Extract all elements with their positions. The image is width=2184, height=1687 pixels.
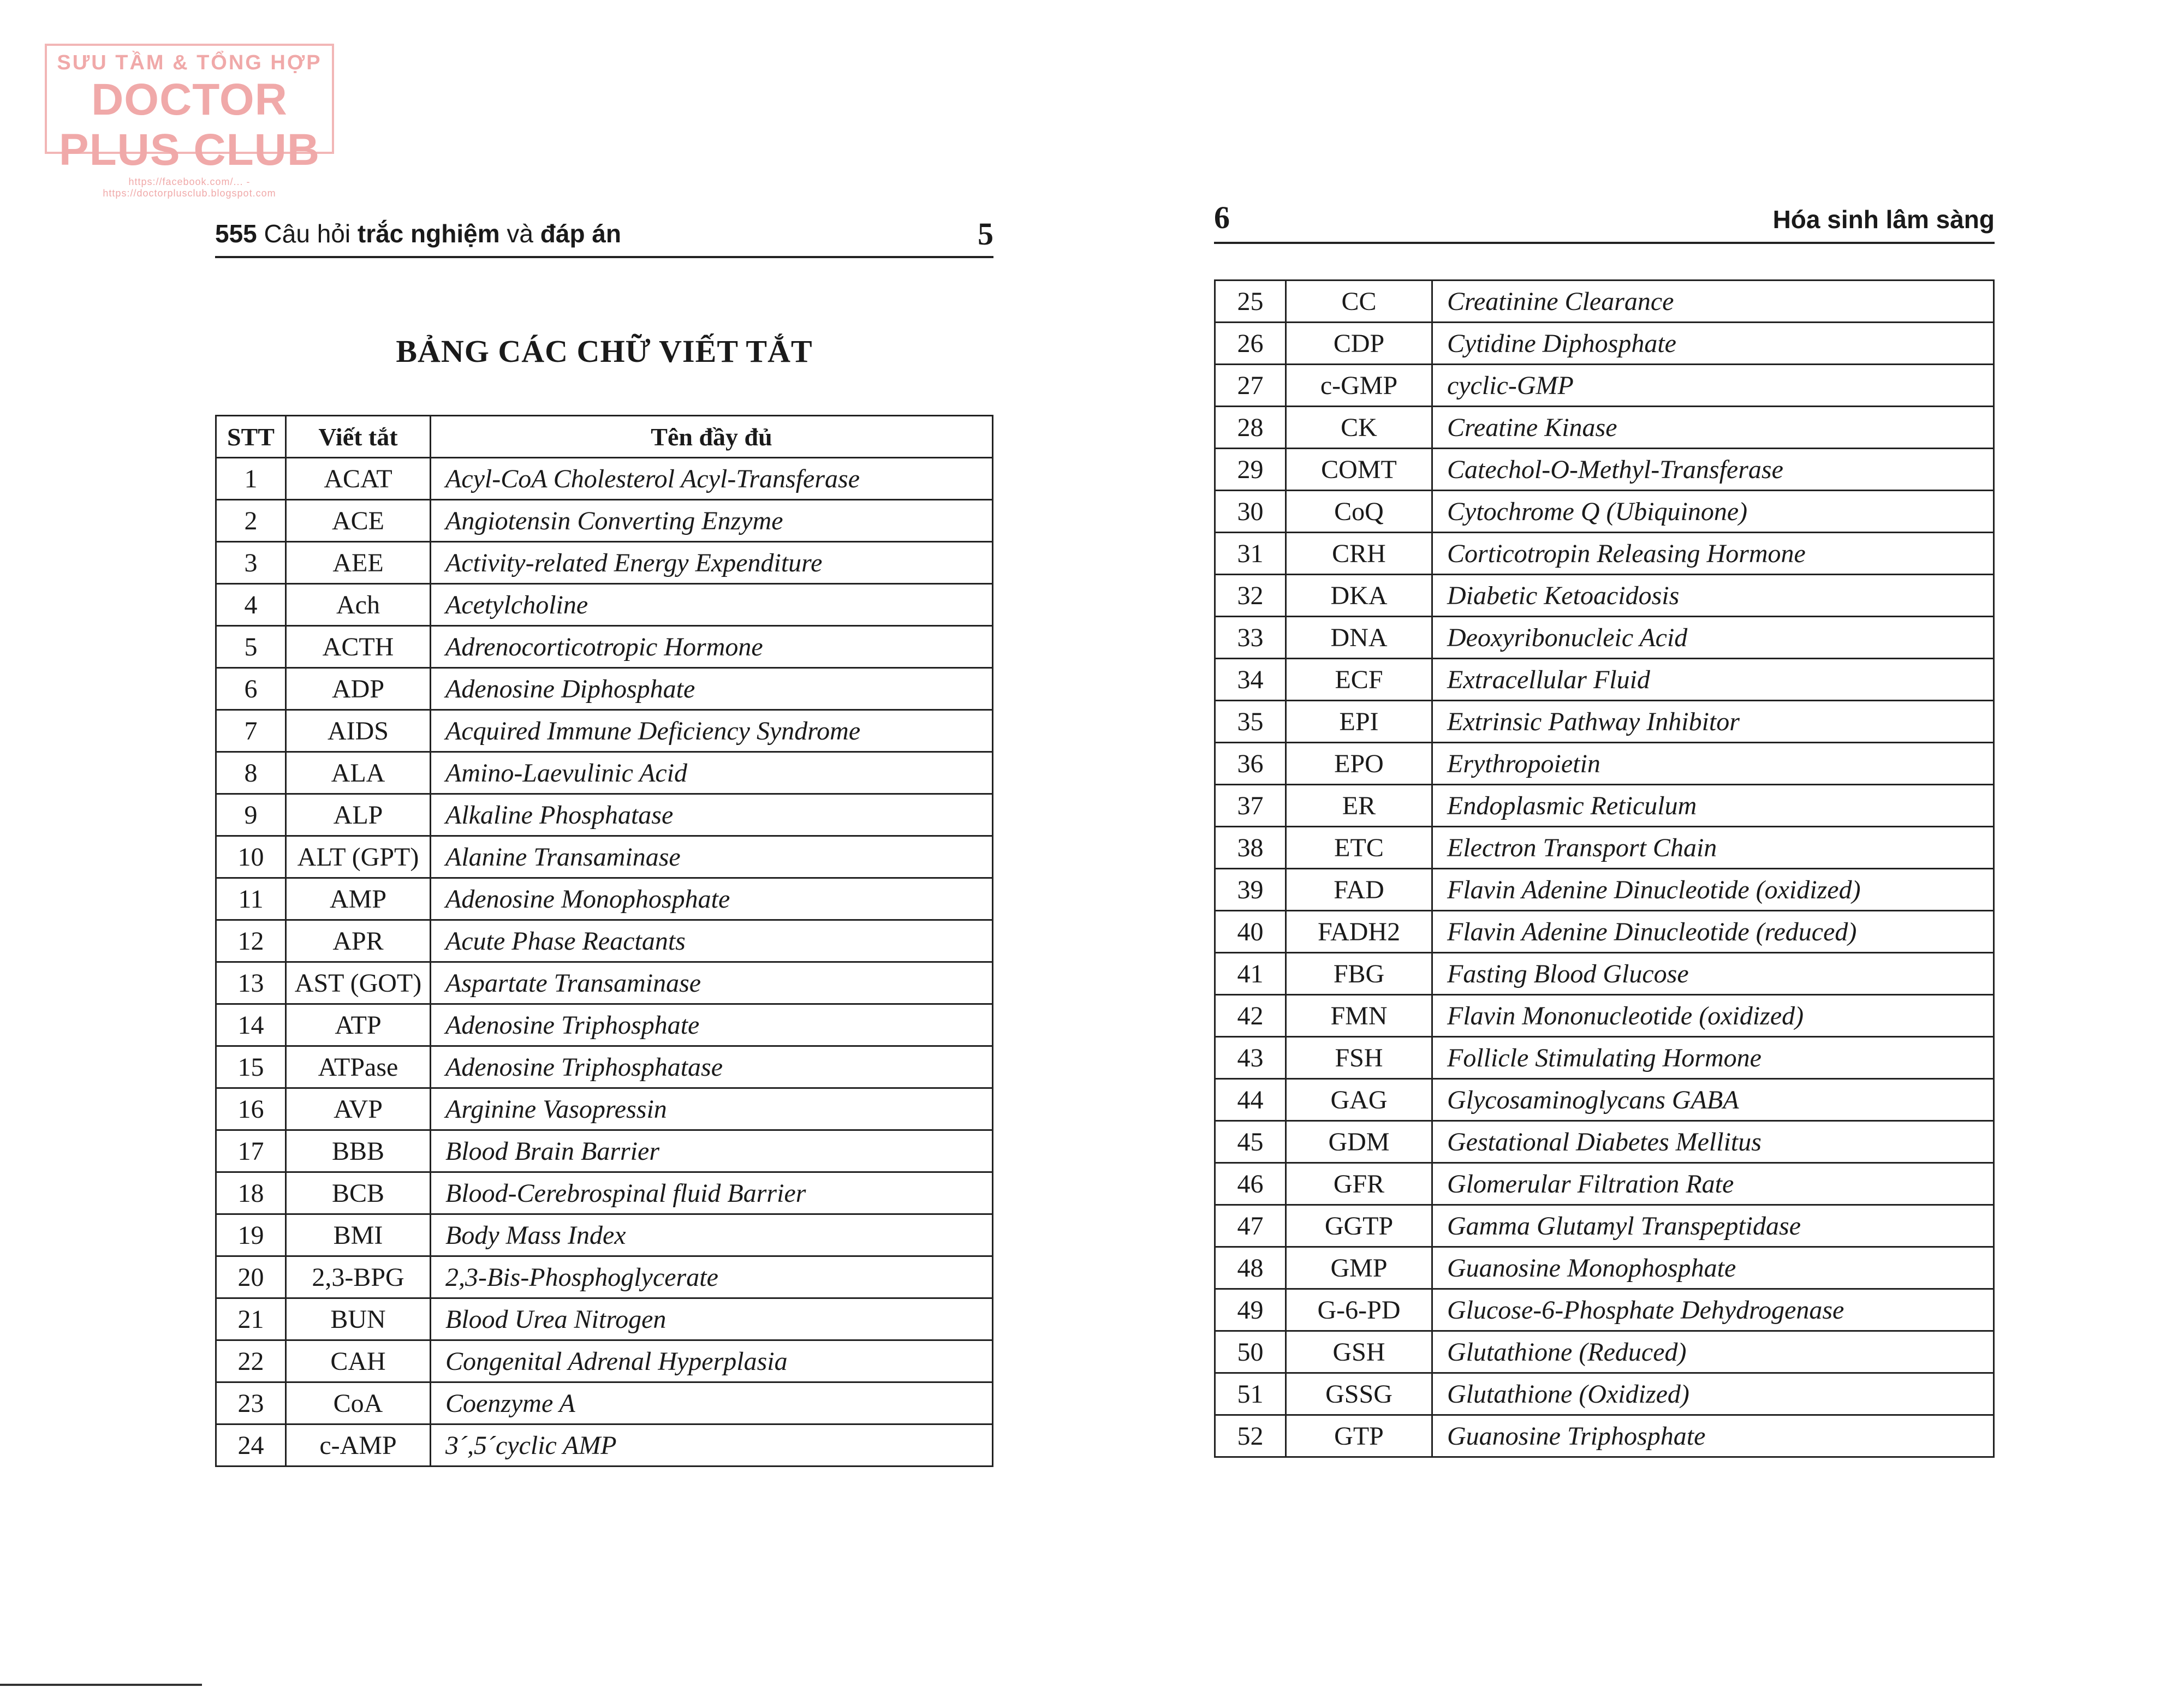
abbreviation-cell: CRH bbox=[1286, 533, 1432, 575]
table-row bbox=[216, 878, 993, 920]
full-name-cell: Flavin Adenine Dinucleotide (reduced) bbox=[1432, 911, 1994, 953]
table-row bbox=[1215, 1163, 1994, 1205]
full-name-cell: cyclic-GMP bbox=[1432, 365, 1994, 407]
table-row bbox=[1215, 785, 1994, 827]
full-name-cell: Adrenocorticotropic Hormone bbox=[431, 626, 993, 668]
full-name-cell: Arginine Vasopressin bbox=[431, 1088, 993, 1130]
left-page-number: 5 bbox=[978, 216, 993, 252]
table-row bbox=[1215, 365, 1994, 407]
abbreviation-cell: EPO bbox=[1286, 743, 1432, 785]
row-number: 49 bbox=[1215, 1289, 1286, 1331]
abbreviation-cell: DKA bbox=[1286, 575, 1432, 617]
row-number: 19 bbox=[216, 1214, 286, 1256]
table-row bbox=[1215, 491, 1994, 533]
row-number: 6 bbox=[216, 668, 286, 710]
watermark-line-3: https://facebook.com/... - https://doctorplusclub.blogspot.com bbox=[103, 176, 276, 199]
abbreviation-cell: ALP bbox=[286, 794, 431, 836]
table-row bbox=[216, 1088, 993, 1130]
table-row bbox=[216, 1004, 993, 1046]
full-name-cell: Cytidine Diphosphate bbox=[1432, 323, 1994, 365]
abbreviation-cell: Ach bbox=[286, 584, 431, 626]
table-row bbox=[216, 458, 993, 500]
abbreviation-cell: CDP bbox=[1286, 323, 1432, 365]
abbreviation-cell: ACAT bbox=[286, 458, 431, 500]
full-name-cell: Creatinine Clearance bbox=[1432, 281, 1994, 323]
row-number: 21 bbox=[216, 1298, 286, 1340]
book-subtitle: Hóa sinh lâm sàng bbox=[1772, 205, 1995, 234]
full-name-cell: Aspartate Transaminase bbox=[431, 962, 993, 1004]
abbreviation-cell: APR bbox=[286, 920, 431, 962]
row-number: 35 bbox=[1215, 701, 1286, 743]
row-number: 52 bbox=[1215, 1415, 1286, 1457]
row-number: 42 bbox=[1215, 995, 1286, 1037]
abbreviation-cell: CoQ bbox=[1286, 491, 1432, 533]
row-number: 37 bbox=[1215, 785, 1286, 827]
table-body-right bbox=[1215, 281, 1994, 1457]
table-row bbox=[216, 1256, 993, 1298]
full-name-cell: Acetylcholine bbox=[431, 584, 993, 626]
full-name-cell: Endoplasmic Reticulum bbox=[1432, 785, 1994, 827]
row-number: 28 bbox=[1215, 407, 1286, 449]
watermark-line-2: DOCTOR PLUS CLUB bbox=[58, 75, 320, 175]
abbreviation-cell: 2,3-BPG bbox=[286, 1256, 431, 1298]
book-title-part-c: và bbox=[507, 219, 533, 248]
abbreviation-cell: AVP bbox=[286, 1088, 431, 1130]
abbreviation-cell: GAG bbox=[1286, 1079, 1432, 1121]
full-name-cell: Follicle Stimulating Hormone bbox=[1432, 1037, 1994, 1079]
table-row bbox=[1215, 1205, 1994, 1247]
table-row bbox=[216, 752, 993, 794]
full-name-cell: Glutathione (Oxidized) bbox=[1432, 1373, 1994, 1415]
abbreviation-cell: GTP bbox=[1286, 1415, 1432, 1457]
column-header-full-name: Tên đầy đủ bbox=[431, 416, 993, 458]
abbreviation-cell: ER bbox=[1286, 785, 1432, 827]
abbreviation-cell: GSSG bbox=[1286, 1373, 1432, 1415]
full-name-cell: Guanosine Monophosphate bbox=[1432, 1247, 1994, 1289]
abbreviation-cell: BUN bbox=[286, 1298, 431, 1340]
column-header-stt: STT bbox=[216, 416, 286, 458]
abbreviation-cell: EPI bbox=[1286, 701, 1432, 743]
row-number: 8 bbox=[216, 752, 286, 794]
full-name-cell: Fasting Blood Glucose bbox=[1432, 953, 1994, 995]
row-number: 50 bbox=[1215, 1331, 1286, 1373]
abbreviation-cell: GDM bbox=[1286, 1121, 1432, 1163]
abbreviation-cell: CAH bbox=[286, 1340, 431, 1382]
abbreviation-cell: AST (GOT) bbox=[286, 962, 431, 1004]
table-row bbox=[1215, 743, 1994, 785]
table-header-row bbox=[216, 416, 993, 458]
row-number: 38 bbox=[1215, 827, 1286, 869]
table-row bbox=[216, 1046, 993, 1088]
table-row bbox=[216, 1130, 993, 1172]
abbreviation-cell: FADH2 bbox=[1286, 911, 1432, 953]
book-title bbox=[215, 219, 621, 248]
abbreviation-cell: ALT (GPT) bbox=[286, 836, 431, 878]
table-row bbox=[216, 542, 993, 584]
watermark-line-1: SƯU TẦM & TỔNG HỢP bbox=[57, 51, 322, 74]
row-number: 48 bbox=[1215, 1247, 1286, 1289]
abbreviation-cell: DNA bbox=[1286, 617, 1432, 659]
full-name-cell: Extracellular Fluid bbox=[1432, 659, 1994, 701]
full-name-cell: Acquired Immune Deficiency Syndrome bbox=[431, 710, 993, 752]
full-name-cell: Blood Urea Nitrogen bbox=[431, 1298, 993, 1340]
row-number: 27 bbox=[1215, 365, 1286, 407]
full-name-cell: Adenosine Triphosphatase bbox=[431, 1046, 993, 1088]
full-name-cell: Angiotensin Converting Enzyme bbox=[431, 500, 993, 542]
abbreviation-cell: BCB bbox=[286, 1172, 431, 1214]
table-row bbox=[1215, 911, 1994, 953]
full-name-cell: Erythropoietin bbox=[1432, 743, 1994, 785]
abbreviation-cell: FAD bbox=[1286, 869, 1432, 911]
table-row bbox=[216, 794, 993, 836]
full-name-cell: Glutathione (Reduced) bbox=[1432, 1331, 1994, 1373]
abbreviation-cell: BMI bbox=[286, 1214, 431, 1256]
row-number: 24 bbox=[216, 1424, 286, 1467]
full-name-cell: Deoxyribonucleic Acid bbox=[1432, 617, 1994, 659]
row-number: 39 bbox=[1215, 869, 1286, 911]
full-name-cell: Extrinsic Pathway Inhibitor bbox=[1432, 701, 1994, 743]
abbreviation-cell: CoA bbox=[286, 1382, 431, 1424]
abbreviation-cell: AMP bbox=[286, 878, 431, 920]
row-number: 36 bbox=[1215, 743, 1286, 785]
row-number: 5 bbox=[216, 626, 286, 668]
full-name-cell: 2,3-Bis-Phosphoglycerate bbox=[431, 1256, 993, 1298]
table-row bbox=[216, 920, 993, 962]
row-number: 47 bbox=[1215, 1205, 1286, 1247]
table-row bbox=[1215, 1415, 1994, 1457]
row-number: 30 bbox=[1215, 491, 1286, 533]
right-page-number: 6 bbox=[1214, 200, 1230, 235]
table-row bbox=[1215, 407, 1994, 449]
table-row bbox=[1215, 1037, 1994, 1079]
table-row bbox=[1215, 281, 1994, 323]
full-name-cell: Congenital Adrenal Hyperplasia bbox=[431, 1340, 993, 1382]
row-number: 1 bbox=[216, 458, 286, 500]
table-row bbox=[216, 1172, 993, 1214]
book-title-number: 555 bbox=[215, 219, 257, 248]
abbreviation-cell: ALA bbox=[286, 752, 431, 794]
abbreviation-cell: ADP bbox=[286, 668, 431, 710]
row-number: 22 bbox=[216, 1340, 286, 1382]
abbreviation-cell: c-AMP bbox=[286, 1424, 431, 1467]
table-row bbox=[216, 626, 993, 668]
full-name-cell: Gamma Glutamyl Transpeptidase bbox=[1432, 1205, 1994, 1247]
row-number: 51 bbox=[1215, 1373, 1286, 1415]
full-name-cell: Glycosaminoglycans GABA bbox=[1432, 1079, 1994, 1121]
left-page-header bbox=[215, 216, 993, 258]
book-title-part-d: đáp án bbox=[540, 219, 622, 248]
table-row bbox=[216, 1298, 993, 1340]
table-row bbox=[1215, 827, 1994, 869]
row-number: 23 bbox=[216, 1382, 286, 1424]
full-name-cell: Amino-Laevulinic Acid bbox=[431, 752, 993, 794]
row-number: 17 bbox=[216, 1130, 286, 1172]
abbreviation-cell: COMT bbox=[1286, 449, 1432, 491]
abbreviation-cell: AEE bbox=[286, 542, 431, 584]
row-number: 13 bbox=[216, 962, 286, 1004]
full-name-cell: Body Mass Index bbox=[431, 1214, 993, 1256]
full-name-cell: Guanosine Triphosphate bbox=[1432, 1415, 1994, 1457]
abbreviation-cell: ECF bbox=[1286, 659, 1432, 701]
row-number: 20 bbox=[216, 1256, 286, 1298]
full-name-cell: Blood Brain Barrier bbox=[431, 1130, 993, 1172]
row-number: 10 bbox=[216, 836, 286, 878]
full-name-cell: Flavin Mononucleotide (oxidized) bbox=[1432, 995, 1994, 1037]
row-number: 45 bbox=[1215, 1121, 1286, 1163]
full-name-cell: Glomerular Filtration Rate bbox=[1432, 1163, 1994, 1205]
row-number: 15 bbox=[216, 1046, 286, 1088]
abbreviation-cell: FSH bbox=[1286, 1037, 1432, 1079]
row-number: 14 bbox=[216, 1004, 286, 1046]
table-row bbox=[216, 500, 993, 542]
table-row bbox=[216, 1214, 993, 1256]
full-name-cell: Catechol-O-Methyl-Transferase bbox=[1432, 449, 1994, 491]
abbreviation-cell: AIDS bbox=[286, 710, 431, 752]
row-number: 26 bbox=[1215, 323, 1286, 365]
table-row bbox=[216, 1424, 993, 1467]
row-number: 34 bbox=[1215, 659, 1286, 701]
abbreviation-cell: GFR bbox=[1286, 1163, 1432, 1205]
row-number: 31 bbox=[1215, 533, 1286, 575]
full-name-cell: Adenosine Triphosphate bbox=[431, 1004, 993, 1046]
table-row bbox=[1215, 659, 1994, 701]
full-name-cell: Coenzyme A bbox=[431, 1382, 993, 1424]
row-number: 29 bbox=[1215, 449, 1286, 491]
full-name-cell: Gestational Diabetes Mellitus bbox=[1432, 1121, 1994, 1163]
book-title-part-a: Câu hỏi bbox=[264, 219, 351, 248]
table-row bbox=[1215, 1121, 1994, 1163]
full-name-cell: Glucose-6-Phosphate Dehydrogenase bbox=[1432, 1289, 1994, 1331]
table-row bbox=[216, 962, 993, 1004]
row-number: 44 bbox=[1215, 1079, 1286, 1121]
row-number: 46 bbox=[1215, 1163, 1286, 1205]
abbreviation-cell: ACE bbox=[286, 500, 431, 542]
abbreviation-cell: ATPase bbox=[286, 1046, 431, 1088]
full-name-cell: 3´,5´cyclic AMP bbox=[431, 1424, 993, 1467]
table-row bbox=[216, 584, 993, 626]
row-number: 16 bbox=[216, 1088, 286, 1130]
abbreviation-cell: ATP bbox=[286, 1004, 431, 1046]
table-row bbox=[1215, 1289, 1994, 1331]
table-row bbox=[216, 1382, 993, 1424]
row-number: 41 bbox=[1215, 953, 1286, 995]
full-name-cell: Alanine Transaminase bbox=[431, 836, 993, 878]
full-name-cell: Adenosine Diphosphate bbox=[431, 668, 993, 710]
full-name-cell: Electron Transport Chain bbox=[1432, 827, 1994, 869]
full-name-cell: Adenosine Monophosphate bbox=[431, 878, 993, 920]
column-header-abbreviation: Viết tắt bbox=[286, 416, 431, 458]
table-row bbox=[1215, 1247, 1994, 1289]
row-number: 25 bbox=[1215, 281, 1286, 323]
table-row bbox=[1215, 617, 1994, 659]
row-number: 18 bbox=[216, 1172, 286, 1214]
table-row bbox=[216, 836, 993, 878]
abbreviation-cell: CK bbox=[1286, 407, 1432, 449]
abbreviation-table-right bbox=[1214, 279, 1995, 1458]
table-row bbox=[1215, 1079, 1994, 1121]
watermark-stamp bbox=[45, 44, 334, 199]
full-name-cell: Creatine Kinase bbox=[1432, 407, 1994, 449]
table-row bbox=[1215, 1331, 1994, 1373]
full-name-cell: Acyl-CoA Cholesterol Acyl-Transferase bbox=[431, 458, 993, 500]
full-name-cell: Flavin Adenine Dinucleotide (oxidized) bbox=[1432, 869, 1994, 911]
full-name-cell: Blood-Cerebrospinal fluid Barrier bbox=[431, 1172, 993, 1214]
right-page-header bbox=[1214, 199, 1995, 244]
row-number: 2 bbox=[216, 500, 286, 542]
table-row bbox=[1215, 869, 1994, 911]
abbreviation-cell: FBG bbox=[1286, 953, 1432, 995]
table-body-left bbox=[216, 458, 993, 1467]
abbreviation-cell: c-GMP bbox=[1286, 365, 1432, 407]
abbreviation-cell: ETC bbox=[1286, 827, 1432, 869]
table-row bbox=[216, 1340, 993, 1382]
abbreviation-cell: G-6-PD bbox=[1286, 1289, 1432, 1331]
table-row bbox=[1215, 701, 1994, 743]
row-number: 40 bbox=[1215, 911, 1286, 953]
row-number: 11 bbox=[216, 878, 286, 920]
table-row bbox=[216, 668, 993, 710]
table-row bbox=[1215, 953, 1994, 995]
abbreviation-cell: BBB bbox=[286, 1130, 431, 1172]
row-number: 9 bbox=[216, 794, 286, 836]
section-title: BẢNG CÁC CHỮ VIẾT TẮT bbox=[396, 333, 813, 369]
full-name-cell: Diabetic Ketoacidosis bbox=[1432, 575, 1994, 617]
row-number: 3 bbox=[216, 542, 286, 584]
table-row bbox=[1215, 449, 1994, 491]
table-row bbox=[1215, 533, 1994, 575]
abbreviation-cell: GGTP bbox=[1286, 1205, 1432, 1247]
table-row bbox=[1215, 1373, 1994, 1415]
table-row bbox=[1215, 323, 1994, 365]
abbreviation-cell: FMN bbox=[1286, 995, 1432, 1037]
full-name-cell: Activity-related Energy Expenditure bbox=[431, 542, 993, 584]
book-title-part-b: trắc nghiệm bbox=[357, 219, 500, 248]
row-number: 32 bbox=[1215, 575, 1286, 617]
table-row bbox=[216, 710, 993, 752]
abbreviation-cell: CC bbox=[1286, 281, 1432, 323]
row-number: 33 bbox=[1215, 617, 1286, 659]
abbreviation-cell: GMP bbox=[1286, 1247, 1432, 1289]
full-name-cell: Acute Phase Reactants bbox=[431, 920, 993, 962]
full-name-cell: Cytochrome Q (Ubiquinone) bbox=[1432, 491, 1994, 533]
row-number: 4 bbox=[216, 584, 286, 626]
scan-edge-line bbox=[0, 1684, 202, 1686]
row-number: 12 bbox=[216, 920, 286, 962]
row-number: 43 bbox=[1215, 1037, 1286, 1079]
abbreviation-cell: GSH bbox=[1286, 1331, 1432, 1373]
table-row bbox=[1215, 995, 1994, 1037]
full-name-cell: Corticotropin Releasing Hormone bbox=[1432, 533, 1994, 575]
abbreviation-cell: ACTH bbox=[286, 626, 431, 668]
full-name-cell: Alkaline Phosphatase bbox=[431, 794, 993, 836]
table-row bbox=[1215, 575, 1994, 617]
abbreviation-table-left bbox=[215, 415, 993, 1467]
row-number: 7 bbox=[216, 710, 286, 752]
